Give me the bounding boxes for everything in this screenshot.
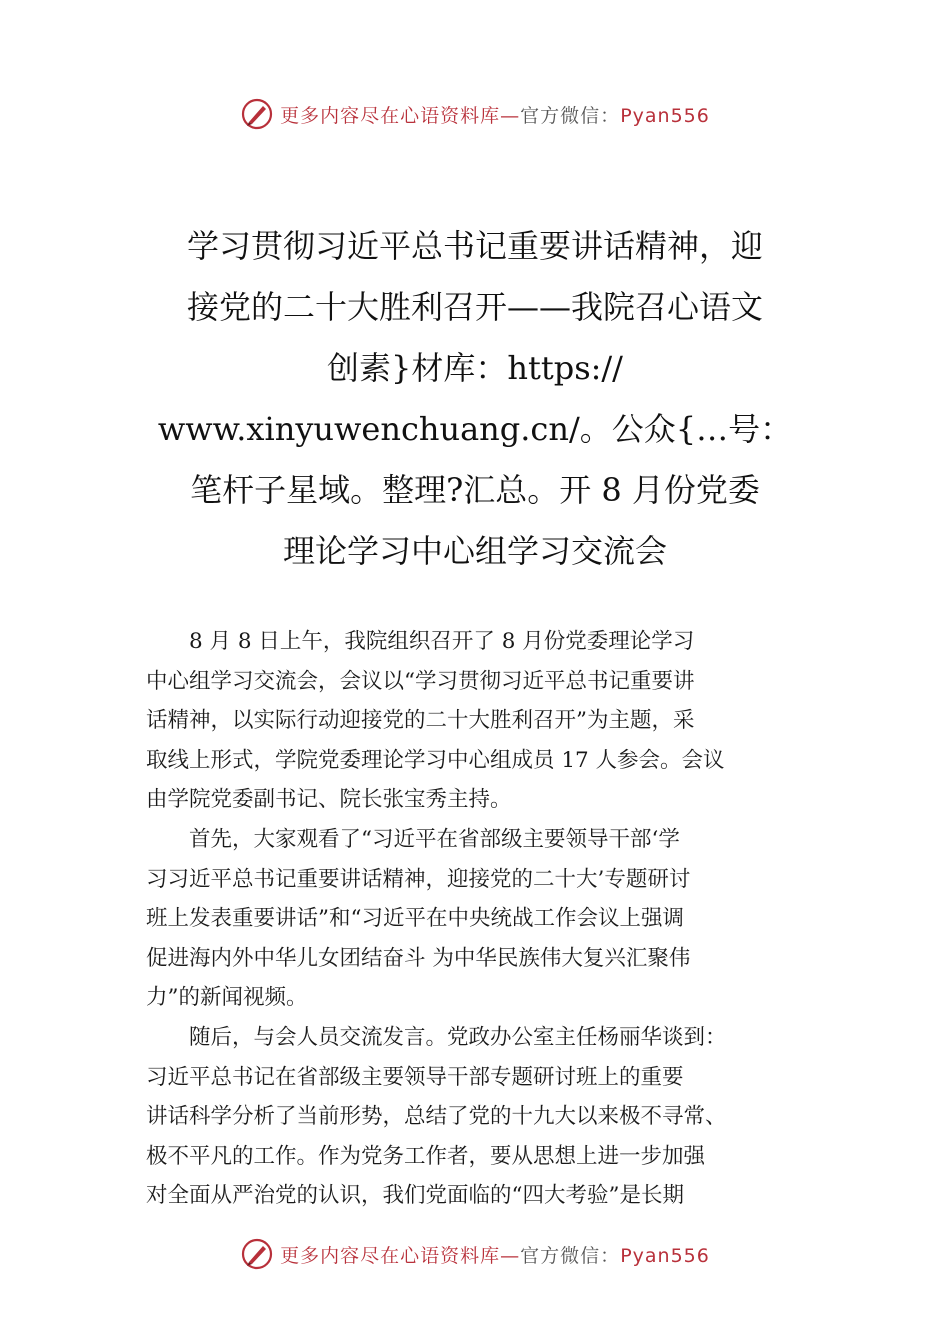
body-line: 由学院党委副书记、院长张宝秀主持。	[146, 787, 512, 813]
banner-text: 更多内容尽在心语资料库—官方微信：Pyan556	[280, 104, 710, 127]
body-line: 力”的新闻视频。	[146, 985, 308, 1011]
body-line: 习近平总书记在省部级主要领导干部专题研讨班上的重要	[146, 1064, 684, 1090]
body-line: 中心组学习交流会，会议以“学习贯彻习近平总书记重要讲	[146, 668, 695, 694]
footer-banner	[0, 1234, 950, 1274]
title-line: 笔杆子星域。整理?汇总。开 8 月份党委	[190, 471, 760, 509]
title-line: 学习贯彻习近平总书记重要讲话精神，迎	[186, 227, 763, 265]
title-line: 创素}材库：https://	[327, 349, 623, 387]
body-line: 促进海内外中华儿女团结奋斗 为中华民族伟大复兴汇聚伟	[146, 945, 691, 971]
body-line: 取线上形式，学院党委理论学习中心组成员 17 人参会。会议	[146, 747, 725, 773]
document-title	[140, 216, 810, 582]
body-line: 极不平凡的工作。作为党务工作者，要从思想上进一步加强	[146, 1143, 706, 1169]
body-line: 首先，大家观看了“习近平在省部级主要领导干部‘学	[146, 826, 680, 852]
body-line: 话精神，以实际行动迎接党的二十大胜利召开”为主题，采	[146, 708, 695, 734]
document-body	[146, 622, 806, 1216]
body-line: 对全面从严治党的认识，我们党面临的“四大考验”是长期	[146, 1183, 684, 1209]
title-line: 接党的二十大胜利召开——我院召心语文	[186, 288, 763, 326]
pen-circle-icon	[240, 1237, 274, 1271]
header-banner	[0, 94, 950, 134]
title-line: www.xinyuwenchuang.cn/。公众{…号：	[157, 410, 793, 448]
banner-text: 更多内容尽在心语资料库—官方微信：Pyan556	[280, 1244, 710, 1267]
title-line: 理论学习中心组学习交流会	[282, 532, 667, 570]
pen-circle-icon	[240, 97, 274, 131]
body-line: 随后，与会人员交流发言。党政办公室主任杨丽华谈到：	[146, 1024, 727, 1050]
body-line: 班上发表重要讲话”和“习近平在中央统战工作会议上强调	[146, 906, 684, 932]
body-line: 习习近平总书记重要讲话精神，迎接党的二十大’专题研讨	[146, 866, 691, 892]
body-line: 讲话科学分析了当前形势，总结了党的十九大以来极不寻常、	[146, 1104, 727, 1130]
body-line: 8 月 8 日上午，我院组织召开了 8 月份党委理论学习	[146, 629, 695, 654]
